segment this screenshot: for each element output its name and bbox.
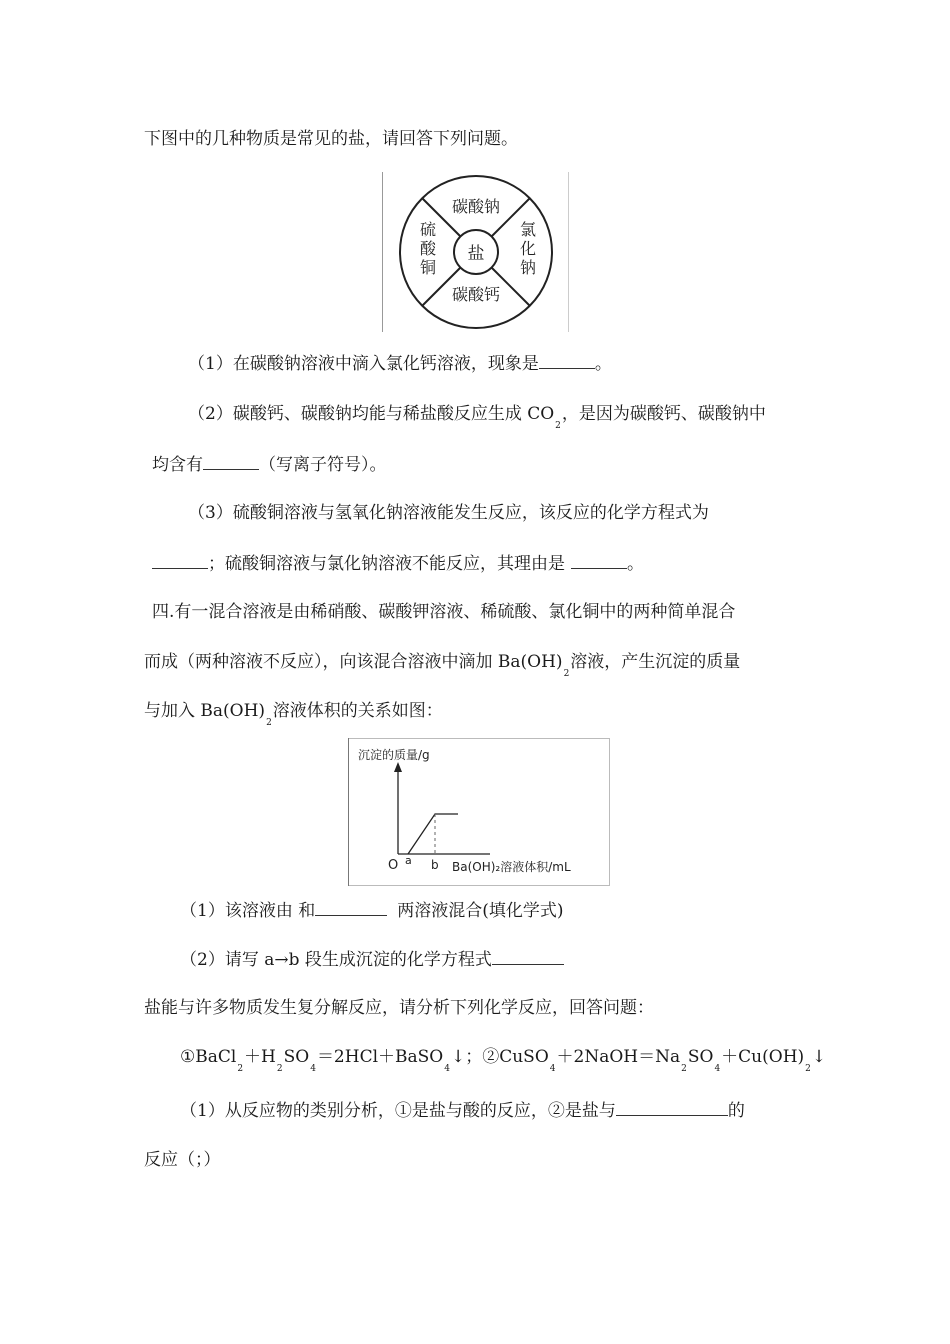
wheel-left-label-2: 酸: [419, 239, 437, 258]
question-2-line-2-end: （写离子符号）。: [259, 455, 387, 475]
wheel-top-label: 碳酸钠: [451, 197, 501, 216]
section-4-question-1-blank[interactable]: [315, 899, 387, 916]
section-5-intro: 盐能与许多物质发生复分解反应，请分析下列化学反应，回答问题：: [144, 998, 654, 1018]
question-1-end: 。: [594, 354, 612, 374]
question-2-line-2: [152, 453, 387, 476]
co2-subscript: 2: [555, 421, 561, 431]
eq-sub-1: 2: [237, 1064, 244, 1074]
question-3-blank-equation[interactable]: [152, 552, 208, 569]
question-2-text-end: ，是因为碳酸钙、碳酸钠中: [561, 404, 766, 424]
wheel-bottom-label: 碳酸钙: [451, 285, 501, 304]
question-1-text: （1）在碳酸钠溶液中滴入氯化钙溶液，现象是: [188, 354, 539, 374]
eq-sub-2: 2: [276, 1064, 283, 1074]
section-4-question-1-text: （1）该溶液由 和: [180, 901, 316, 921]
question-1-blank[interactable]: [539, 352, 595, 369]
eq-part-6: ＋2NaOH＝Na: [556, 1047, 681, 1067]
question-2-text: （2）碳酸钙、碳酸钠均能与稀盐酸反应生成 CO: [188, 404, 555, 424]
question-1: [188, 352, 612, 375]
eq-sub-8: 2: [805, 1064, 811, 1074]
section-4-line-3-text: 与加入 Ba(OH): [144, 701, 266, 721]
eq-part-9: ↓: [811, 1047, 827, 1067]
graph-origin-label: O: [388, 858, 399, 873]
wheel-left-label-3: 铜: [419, 258, 437, 277]
section-4-question-1: [180, 899, 564, 922]
question-3-line-1: （3）硫酸铜溶液与氢氧化钠溶液能发生反应，该反应的化学方程式为: [188, 503, 709, 523]
question-2-blank[interactable]: [203, 453, 259, 470]
intro-text: 下图中的几种物质是常见的盐，请回答下列问题。: [144, 129, 518, 149]
question-2-line-2-text: 均含有: [152, 455, 203, 475]
graph-x-label: Ba(OH)₂溶液体积/mL: [452, 860, 571, 874]
section-4-line-2: [144, 651, 741, 679]
section-4-line-3: [144, 700, 443, 728]
wheel-center-label: 盐: [467, 244, 485, 264]
eq-part-3: SO: [283, 1047, 310, 1067]
baoh2-subscript-2: 2: [266, 718, 272, 728]
graph-tick-b: b: [431, 858, 439, 872]
section-4-question-2-blank[interactable]: [492, 948, 564, 965]
eq-part-2: ＋H: [244, 1047, 276, 1067]
graph-y-label: 沉淀的质量/g: [358, 748, 430, 762]
question-3-line-2: [152, 552, 644, 575]
eq-part-8: ＋Cu(OH): [721, 1047, 805, 1067]
question-3-blank-reason[interactable]: [571, 552, 627, 569]
eq-part-5: ↓；②CuSO: [450, 1047, 549, 1067]
section-4-question-2: [180, 948, 564, 971]
eq-part-4: ＝2HCl＋BaSO: [316, 1047, 444, 1067]
wheel-right-label-2: 化: [519, 239, 537, 258]
eq-part-1: ①BaCl: [180, 1047, 237, 1067]
graph-tick-a: a: [405, 854, 412, 867]
question-2-line-1: [188, 403, 766, 431]
section-4-question-2-text: （2）请写 a→b 段生成沉淀的化学方程式: [180, 950, 492, 970]
section-5-question-1-text: （1）从反应物的类别分析，①是盐与酸的反应，②是盐与: [180, 1101, 616, 1121]
section-4-line-1: 四.有一混合溶液是由稀硝酸、碳酸钾溶液、稀硫酸、氯化铜中的两种简单混合: [152, 602, 736, 622]
section-5-question-1-blank[interactable]: [616, 1099, 728, 1116]
graph-line: [408, 814, 458, 854]
precipitate-graph: [348, 738, 610, 886]
eq-sub-3: 4: [310, 1064, 316, 1074]
eq-sub-4: 4: [444, 1064, 450, 1074]
section-5-question-1: [180, 1099, 745, 1122]
eq-part-7: SO: [687, 1047, 714, 1067]
precipitate-graph-svg: [348, 738, 610, 886]
baoh2-subscript-1: 2: [563, 669, 570, 679]
section-4-line-2-end: 溶液，产生沉淀的质量: [570, 652, 741, 672]
section-4-question-1-end: 两溶液混合(填化学式): [397, 901, 564, 921]
section-5-question-1-tail: 反应（；）: [144, 1150, 221, 1170]
graph-y-arrow: [394, 762, 402, 772]
section-4-line-2-text: 而成（两种溶液不反应），向该混合溶液中滴加 Ba(OH): [144, 652, 563, 672]
salt-wheel-diagram: [382, 172, 570, 332]
wheel-right-label-1: 氯: [519, 220, 537, 239]
wheel-left-label-1: 硫: [419, 220, 437, 239]
eq-sub-5: 4: [549, 1064, 556, 1074]
question-3-line-2-end: 。: [627, 554, 644, 574]
eq-sub-6: 2: [681, 1064, 687, 1074]
section-4-line-3-end: 溶液体积的关系如图：: [272, 701, 443, 721]
eq-sub-7: 4: [714, 1064, 721, 1074]
salt-wheel-figure: [382, 172, 570, 332]
question-3-line-2-mid: ；硫酸铜溶液与氯化钠溶液不能反应，其理由是: [208, 554, 565, 574]
wheel-right-label-3: 钠: [519, 258, 537, 277]
section-5-question-1-end: 的: [727, 1101, 745, 1121]
reaction-equations: [180, 1046, 827, 1074]
